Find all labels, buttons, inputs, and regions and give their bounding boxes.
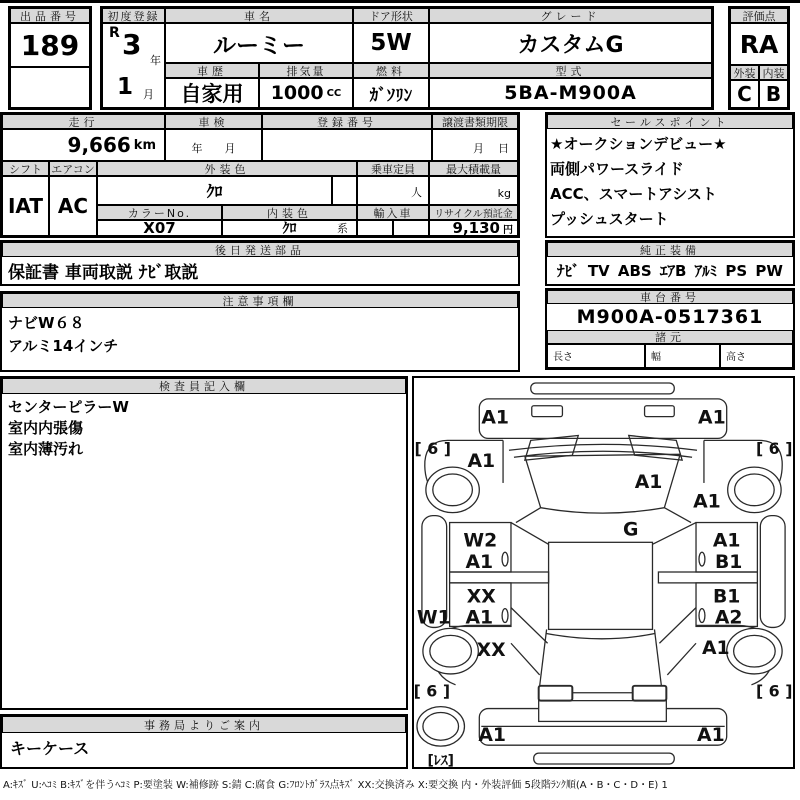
interior-color-cell bbox=[222, 220, 357, 236]
first-registration-cell bbox=[102, 23, 165, 108]
mark-front-door-left-top: W2 bbox=[463, 530, 498, 552]
side-band-left bbox=[450, 572, 549, 583]
registration-number-cell bbox=[262, 129, 432, 161]
fold-line bbox=[652, 523, 696, 545]
equipment-label: 純正装備 bbox=[547, 242, 793, 257]
later-parts-label: 後日発送部品 bbox=[2, 242, 518, 257]
mark-front-door-right-top: A1 bbox=[712, 530, 741, 552]
fold-line bbox=[511, 608, 548, 644]
import-empty-cell-2 bbox=[393, 220, 429, 236]
headlight-left-shape bbox=[532, 406, 563, 417]
mileage bbox=[2, 129, 165, 161]
specs-label: 諸元 bbox=[547, 330, 793, 344]
vehicle-header-table bbox=[100, 6, 714, 110]
history: 自家用 bbox=[165, 78, 259, 108]
door-handle-left-front bbox=[502, 552, 508, 566]
later-parts-value: 保証書 車両取説 ﾅﾋﾞ取説 bbox=[8, 263, 199, 283]
aircon: AC bbox=[49, 176, 97, 236]
headlight-right-shape bbox=[645, 406, 675, 417]
model-code-label: 型式 bbox=[429, 63, 712, 78]
door-shape-label: ドア形状 bbox=[353, 8, 429, 23]
inspector-note-line: センターピラーW bbox=[8, 398, 129, 416]
mark-tire-front-right: [ 6 ] bbox=[755, 439, 793, 459]
mark-rear-fender-left: XX bbox=[476, 640, 506, 662]
inspection-month-unit: 月 bbox=[224, 142, 236, 155]
mark-tire-rear-right: [ 6 ] bbox=[755, 681, 793, 701]
color-no: X07 bbox=[97, 220, 222, 236]
inspector-note-line: 室内薄汚れ bbox=[8, 440, 84, 458]
mileage-value: 9,666 bbox=[67, 133, 131, 157]
later-parts-block bbox=[0, 240, 520, 286]
sales-point-line: 両側パワースライド bbox=[550, 160, 684, 178]
capacity-label: 乗車定員 bbox=[357, 161, 429, 176]
import-empty-cell-1 bbox=[357, 220, 393, 236]
grade: カスタムG bbox=[429, 23, 712, 63]
recycle-deposit-cell bbox=[429, 220, 518, 236]
capacity-unit: 人 bbox=[411, 186, 422, 199]
inspector-notes-text bbox=[8, 397, 400, 460]
aircon-label: エアコン bbox=[49, 161, 97, 176]
cowl-arc-outer bbox=[509, 444, 697, 450]
mark-rear-door-left-top: XX bbox=[466, 586, 496, 608]
history-label: 車歴 bbox=[165, 63, 259, 78]
notes-label: 注意事項欄 bbox=[2, 293, 518, 308]
score-block bbox=[728, 6, 790, 110]
auction-number-empty-cell bbox=[10, 67, 90, 108]
transfer-deadline-label: 譲渡書類期限 bbox=[432, 114, 518, 129]
exterior-color-label: 外装色 bbox=[97, 161, 357, 176]
inspection-cell bbox=[165, 129, 262, 161]
sales-points-label: セールスポイント bbox=[547, 114, 793, 129]
exterior-label: 外装 bbox=[730, 65, 759, 80]
mark-front-fender-right: A1 bbox=[693, 491, 721, 513]
transfer-deadline-cell bbox=[432, 129, 518, 161]
door-handle-left-rear bbox=[502, 609, 508, 623]
mark-rear-bumper-left: A1 bbox=[478, 725, 506, 747]
max-load-unit: kg bbox=[497, 187, 511, 200]
max-load-cell bbox=[429, 176, 518, 205]
car-name: ルーミー bbox=[165, 23, 353, 63]
door-shape: 5W bbox=[353, 23, 429, 63]
mark-rear-door-right-top: B1 bbox=[712, 586, 741, 608]
fold-line bbox=[664, 508, 691, 523]
fold-line bbox=[511, 523, 549, 545]
interior-label: 内装 bbox=[759, 65, 788, 80]
rear-bottom-strip bbox=[534, 753, 675, 764]
mark-front-bumper-right: A1 bbox=[698, 407, 726, 429]
hatch-lower-shape bbox=[539, 701, 667, 722]
notes-line: アルミ14インチ bbox=[8, 337, 119, 355]
displacement bbox=[259, 78, 353, 108]
registration-number-label: 登録番号 bbox=[262, 114, 432, 129]
taillight-left-shape bbox=[539, 686, 573, 701]
max-load-label: 最大積載量 bbox=[429, 161, 518, 176]
shift-label: シフト bbox=[2, 161, 49, 176]
chassis-number: M900A-0517361 bbox=[576, 306, 764, 328]
top-border-line bbox=[0, 0, 800, 3]
mark-rear-fender-right: A1 bbox=[701, 638, 730, 660]
first-registration-year: 3 bbox=[122, 28, 142, 61]
fuel-label: 燃料 bbox=[353, 63, 429, 78]
first-registration-label: 初度登録 bbox=[102, 8, 165, 23]
transfer-month-unit: 月 bbox=[473, 142, 484, 155]
exterior-grade: C bbox=[730, 80, 759, 108]
mark-front-door-right-bottom: B1 bbox=[714, 552, 743, 574]
mark-glass: G bbox=[622, 519, 639, 541]
inspector-notes-block bbox=[0, 376, 408, 710]
shift: IAT bbox=[2, 176, 49, 236]
import-label: 輸入車 bbox=[357, 205, 429, 220]
front-top-strip bbox=[531, 383, 674, 394]
capacity-cell bbox=[357, 176, 429, 205]
displacement-value: 1000 bbox=[270, 82, 324, 104]
mark-tire-rear-left: [ 6 ] bbox=[414, 681, 451, 701]
inspector-note-line: 室内内張傷 bbox=[8, 419, 84, 437]
displacement-unit: CC bbox=[326, 87, 342, 99]
equipment-value: ﾅﾋﾞ TV ABS ｴｱB ｱﾙﾐ PS PW bbox=[557, 262, 783, 280]
inspection-year-unit: 年 bbox=[191, 142, 203, 155]
front-bumper-shape bbox=[479, 399, 726, 439]
fold-line bbox=[516, 508, 541, 523]
auction-number-label: 出品番号 bbox=[10, 8, 90, 23]
car-name-label: 車名 bbox=[165, 8, 353, 23]
sales-point-line: プッシュスタート bbox=[550, 210, 669, 228]
rear-glass-arc bbox=[546, 633, 656, 638]
score-label: 評価点 bbox=[730, 8, 788, 23]
vehicle-diagram-svg bbox=[414, 378, 793, 767]
auction-number-block bbox=[8, 6, 92, 110]
mark-windshield-center: A1 bbox=[634, 471, 663, 493]
recycle-deposit-label: リサイクル預託金 bbox=[429, 205, 518, 220]
spec-height-cell: 高さ bbox=[720, 344, 793, 368]
interior-color: ｸﾛ bbox=[282, 221, 297, 236]
recycle-deposit-fee: 9,130 bbox=[452, 220, 500, 236]
vehicle-damage-diagram bbox=[412, 376, 795, 769]
mark-front-door-left-bottom: A1 bbox=[465, 552, 494, 574]
fold-line bbox=[511, 643, 540, 675]
interior-color-label: 内装色 bbox=[222, 205, 357, 220]
overall-score: RA bbox=[730, 23, 788, 65]
hatch-left-edge bbox=[540, 629, 547, 685]
exterior-color: ｸﾛ bbox=[97, 176, 332, 205]
mileage-label: 走行 bbox=[2, 114, 165, 129]
inspection-label: 車検 bbox=[165, 114, 262, 129]
sales-points-text bbox=[550, 132, 790, 232]
side-band-right bbox=[658, 572, 757, 583]
roof-shape bbox=[549, 542, 653, 629]
office-notice-block bbox=[0, 714, 408, 769]
mark-front-fender-left: A1 bbox=[467, 451, 496, 473]
interior-color-suffix: 系 bbox=[337, 222, 348, 235]
exterior-color-empty-cell bbox=[332, 176, 357, 205]
first-registration-month-unit: 月 bbox=[143, 88, 154, 101]
mark-rocker-left: W1 bbox=[416, 607, 451, 629]
spec-length-cell: 長さ bbox=[547, 344, 645, 368]
displacement-label: 排気量 bbox=[259, 63, 353, 78]
sales-point-line: ACC、スマートアシスト bbox=[550, 185, 717, 203]
door-handle-right-rear bbox=[699, 609, 705, 623]
door-handle-right-front bbox=[699, 552, 705, 566]
equipment-block bbox=[545, 240, 795, 286]
model-code: 5BA-M900A bbox=[429, 78, 712, 108]
legend-text: A:ｷｽﾞ U:ﾍｺﾐ B:ｷｽﾞを伴うﾍｺﾐ P:要塗装 W:補修跡 S:錆 C:腐食 G:ﾌﾛﾝﾄｶﾞﾗｽ点ｷｽﾞ XX:交換済み X:要交換 内・外装評価 5段階ﾗﾝｸ順(A・B・C・D・E) 1 bbox=[3, 780, 668, 791]
fuel: ｶﾞｿﾘﾝ bbox=[353, 78, 429, 108]
grade-label: グレード bbox=[429, 8, 712, 23]
taillight-right-shape bbox=[633, 686, 667, 701]
mark-spare-tire: [ﾚｽ] bbox=[427, 752, 454, 767]
auction-number: 189 bbox=[10, 23, 90, 67]
color-no-label: カラーNo. bbox=[97, 205, 222, 220]
mark-rear-door-right-bottom: A2 bbox=[714, 607, 743, 629]
fold-line bbox=[659, 608, 696, 644]
hatch-right-edge bbox=[654, 629, 661, 685]
recycle-deposit-unit: 円 bbox=[503, 224, 513, 236]
notes-text bbox=[8, 312, 512, 358]
mark-front-bumper-left: A1 bbox=[481, 407, 509, 429]
mark-rear-bumper-right: A1 bbox=[697, 725, 725, 747]
first-registration-month: 1 bbox=[117, 74, 134, 100]
inspector-notes-label: 検査員記入欄 bbox=[2, 378, 406, 394]
mileage-color-table bbox=[0, 112, 520, 238]
notes-block bbox=[0, 291, 520, 372]
notes-line: ナビW６８ bbox=[8, 314, 85, 332]
first-registration-year-unit: 年 bbox=[150, 54, 161, 67]
first-registration-era: R bbox=[109, 25, 120, 41]
interior-grade: B bbox=[759, 80, 788, 108]
chassis-number-label: 車台番号 bbox=[547, 290, 793, 304]
office-notice-value: キーケース bbox=[10, 739, 90, 758]
office-notice-label: 事務局よりご案内 bbox=[2, 716, 406, 733]
fold-line bbox=[667, 643, 696, 675]
mileage-unit: km bbox=[133, 137, 156, 153]
transfer-day-unit: 日 bbox=[498, 142, 509, 155]
sales-points-block bbox=[545, 112, 795, 238]
mark-rear-door-left-bottom: A1 bbox=[465, 607, 494, 629]
rocker-right-shape bbox=[760, 516, 785, 628]
mark-tire-front-left: [ 6 ] bbox=[414, 439, 452, 459]
sales-point-line: ★オークションデビュー★ bbox=[550, 135, 727, 153]
spec-width-cell: 幅 bbox=[645, 344, 720, 368]
chassis-specs-block bbox=[545, 288, 795, 370]
